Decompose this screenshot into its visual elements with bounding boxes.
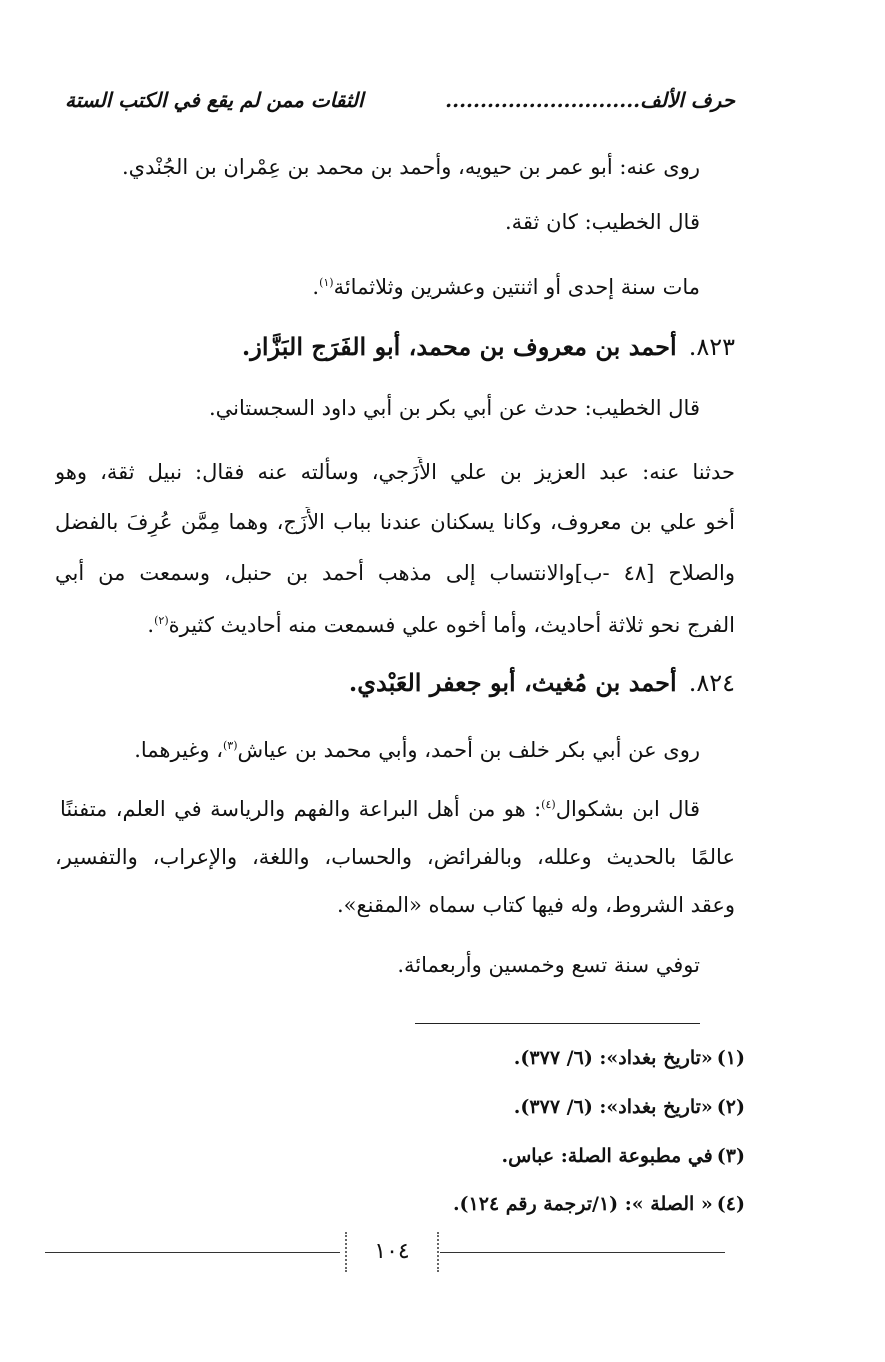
narrators-line: روى عنه: أبو عمر بن حيويه، وأحمد بن محمد بن عِمْران بن الجُنْدي. (121, 155, 700, 179)
footnote-2-text: «تاريخ بغداد»: (٦/ ٣٧٧). (513, 1096, 713, 1118)
entry-824-p1-end: ، وغيرهما. (134, 738, 223, 762)
footnote-4 (145, 1190, 745, 1218)
footnote-ref-3[interactable]: (٣) (223, 739, 238, 752)
entry-824-p2-text-b: : هو من أهل البراعة والفهم والرياسة في العلم، متفننًا (60, 797, 542, 821)
footnote-4-number: (٤) (716, 1193, 745, 1215)
entry-823-p2-line-4 (55, 606, 735, 640)
entry-824-paragraph-3: توفي سنة تسع وخمسين وأربعمائة. (397, 953, 700, 977)
running-header (65, 80, 735, 120)
entry-824-number: ٨٢٤. (688, 669, 735, 697)
entry-823-p2-line-4-text: الفرج نحو ثلاثة أحاديث، وأما أخوه علي فسمعت منه أحاديث كثيرة (168, 613, 735, 637)
entry-824-p2-line-3: وعقد الشروط، وله فيها كتاب سماه «المقنع». (336, 893, 735, 917)
entry-823-title: أحمد بن معروف بن محمد، أبو الفَرَج البَزَّاز. (241, 332, 677, 361)
entry-824-p2-line-2: عالمًا بالحديث وعلله، وبالفرائض، والحساب، واللغة، والإعراب، والتفسير، (55, 845, 735, 869)
header-chapter-text: حرف الألف (640, 88, 735, 112)
footnote-ref-1[interactable]: (١) (319, 276, 334, 289)
khatib-line: قال الخطيب: كان ثقة. (505, 210, 700, 234)
footnote-4-text: « الصلة »: (١/ترجمة رقم ١٢٤). (452, 1193, 713, 1215)
entry-824-p2-text-a: قال ابن بشكوال (555, 797, 700, 821)
entry-824-title: أحمد بن مُغيث، أبو جعفر العَبْدي. (348, 668, 677, 697)
entry-824-heading (55, 666, 735, 700)
header-dots: ............................ (445, 88, 641, 112)
entry-823-p2-end: . (147, 613, 155, 637)
death-end: . (312, 275, 320, 299)
entry-823-paragraph-1: قال الخطيب: حدث عن أبي بكر بن أبي داود السجستاني. (208, 396, 700, 420)
entry-824-p1-text: روى عن أبي بكر خلف بن أحمد، وأبي محمد بن عياش (237, 738, 700, 762)
entry-823-p2-line-2: أخو علي بن معروف، وكانا يسكنان عندنا بباب الأَزَج، وهما مِمَّن عُرِفَ بالفضل (55, 510, 735, 534)
footnote-2-number: (٢) (716, 1096, 745, 1118)
page-number: ١٠٤ (345, 1232, 439, 1272)
entry-823-p2-line-3: والصلاح [٤٨ -ب]والانتساب إلى مذهب أحمد بن حنبل، وسمعت من أبي (55, 561, 735, 585)
entry-823-number: ٨٢٣. (688, 333, 735, 361)
footnote-3 (145, 1142, 745, 1170)
header-chapter (445, 88, 735, 112)
footer-rule-right (440, 1252, 725, 1253)
header-section: الثقات ممن لم يقع في الكتب الستة (65, 88, 364, 112)
footnote-1 (145, 1044, 745, 1072)
death-text: مات سنة إحدى أو اثنتين وعشرين وثلاثمائة (333, 275, 700, 299)
footer-rule-left (45, 1252, 340, 1253)
death-line (60, 268, 700, 302)
footnote-2 (145, 1093, 745, 1121)
footnote-ref-4[interactable]: (٤) (541, 798, 556, 811)
footnote-3-number: (٣) (716, 1145, 745, 1167)
entry-824-p2-line-1 (60, 790, 700, 824)
entry-823-p2-line-1: حدثنا عنه: عبد العزيز بن علي الأَزَجي، وسألته عنه فقال: نبيل ثقة، وهو (55, 460, 735, 484)
footnote-1-number: (١) (716, 1047, 745, 1069)
footnote-3-text: في مطبوعة الصلة: عباس. (501, 1145, 713, 1167)
footnote-separator (415, 1023, 700, 1024)
entry-824-paragraph-1 (60, 731, 700, 765)
footnote-1-text: «تاريخ بغداد»: (٦/ ٣٧٧). (513, 1047, 713, 1069)
footnote-ref-2[interactable]: (٢) (154, 614, 169, 627)
entry-823-heading (55, 330, 735, 364)
